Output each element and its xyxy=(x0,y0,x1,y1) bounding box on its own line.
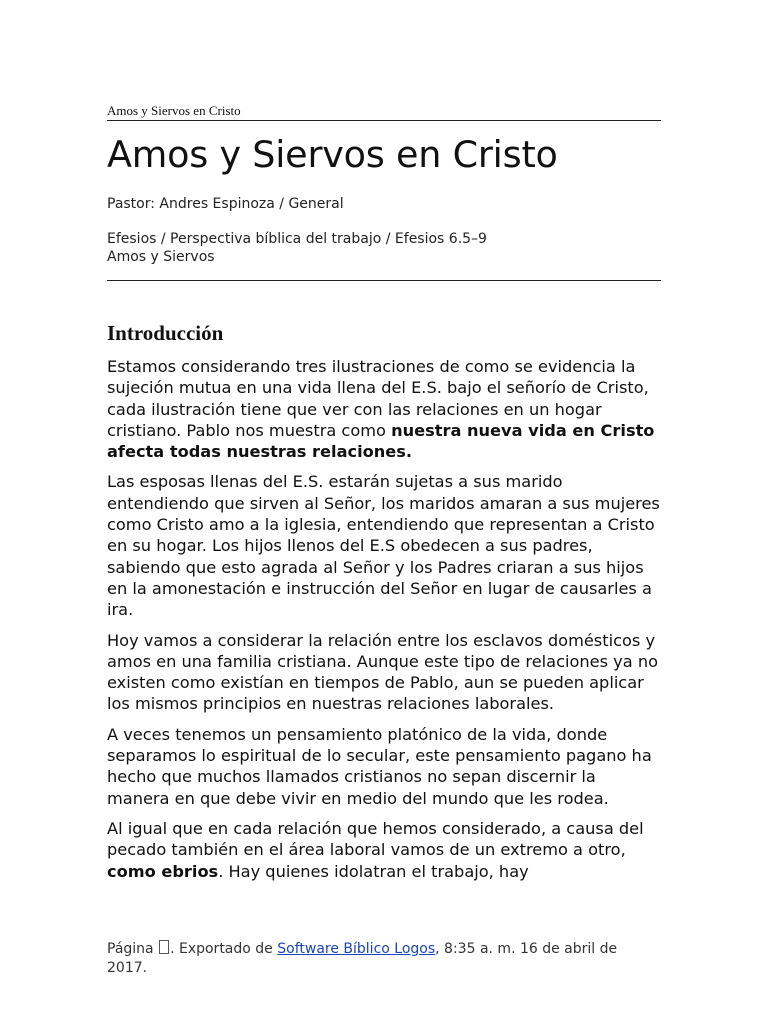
section-heading: Introducción xyxy=(107,321,224,345)
scripture-references xyxy=(107,230,661,266)
page-number-placeholder-icon xyxy=(159,940,169,954)
paragraph-1-emphasis: nuestra nueva vida en Cristo afecta todas nuestras relaciones. xyxy=(107,420,655,462)
pastor-line: Pastor: Andres Espinoza / General xyxy=(107,196,344,212)
footer-timestamp: , 8:35 a. m. 16 de abril de 2017. xyxy=(107,941,618,976)
paragraph-5-continuation: . Hay quienes idolatran el trabajo, hay xyxy=(218,861,529,881)
paragraph-4: A veces tenemos un pensamiento platónico de la vida, donde separamos lo espiritual de lo secular, este pensamiento pagano ha hecho que muchos llamados cristianos no sepan discernir la manera en que debe vivir en medio del mundo que les rodea. xyxy=(107,724,652,808)
running-header-title: Amos y Siervos en Cristo xyxy=(107,103,241,118)
logos-software-link[interactable]: Software Bíblico Logos xyxy=(277,941,436,957)
paragraph-2: Las esposas llenas del E.S. estarán sujetas a sus marido entendiendo que sirven al Señor, los maridos amaran a sus mujeres como Cristo amo a la iglesia, entendiendo que representan a Cristo en su hogar. Los hijos llenos del E.S obedecen a sus padres, sabiendo que esto agrada al Señor y los Padres criaran a sus hijos en la amonestación e instrucción del Señor en lugar de causarles a ira. xyxy=(107,472,660,620)
footer-page-label: Página xyxy=(107,941,159,957)
paragraph-1 xyxy=(107,356,661,462)
paragraph-5-emphasis: como ebrios xyxy=(107,861,219,881)
header-divider xyxy=(107,280,661,281)
document-body xyxy=(107,356,661,891)
references-line-1: Efesios / Perspectiva bíblica del trabajo / Efesios 6.5–9 xyxy=(107,231,487,247)
paragraph-3: Hoy vamos a considerar la relación entre los esclavos domésticos y amos en una familia cristiana. Aunque este tipo de relaciones ya no existen como existían en tiempos de Pablo, aun se pueden aplicar los mismos principios en nuestras relaciones laborales. xyxy=(107,630,658,714)
paragraph-5 xyxy=(107,818,661,882)
page-title: Amos y Siervos en Cristo xyxy=(107,133,558,176)
page-footer xyxy=(107,940,661,978)
footer-exported-text: . Exportado de xyxy=(170,941,278,957)
paragraph-1-text: Estamos considerando tres ilustraciones de como se evidencia la sujeción mutua en una vida llena del E.S. bajo el señorío de Cristo, cada ilustración tiene que ver con las relaciones en un hogar cristiano. Pablo nos muestra como xyxy=(107,357,649,440)
paragraph-5-text: Al igual que en cada relación que hemos considerado, a causa del pecado también en el área laboral vamos de un extremo a otro, xyxy=(107,818,644,860)
references-line-2: Amos y Siervos xyxy=(107,249,215,265)
running-header xyxy=(107,103,661,121)
